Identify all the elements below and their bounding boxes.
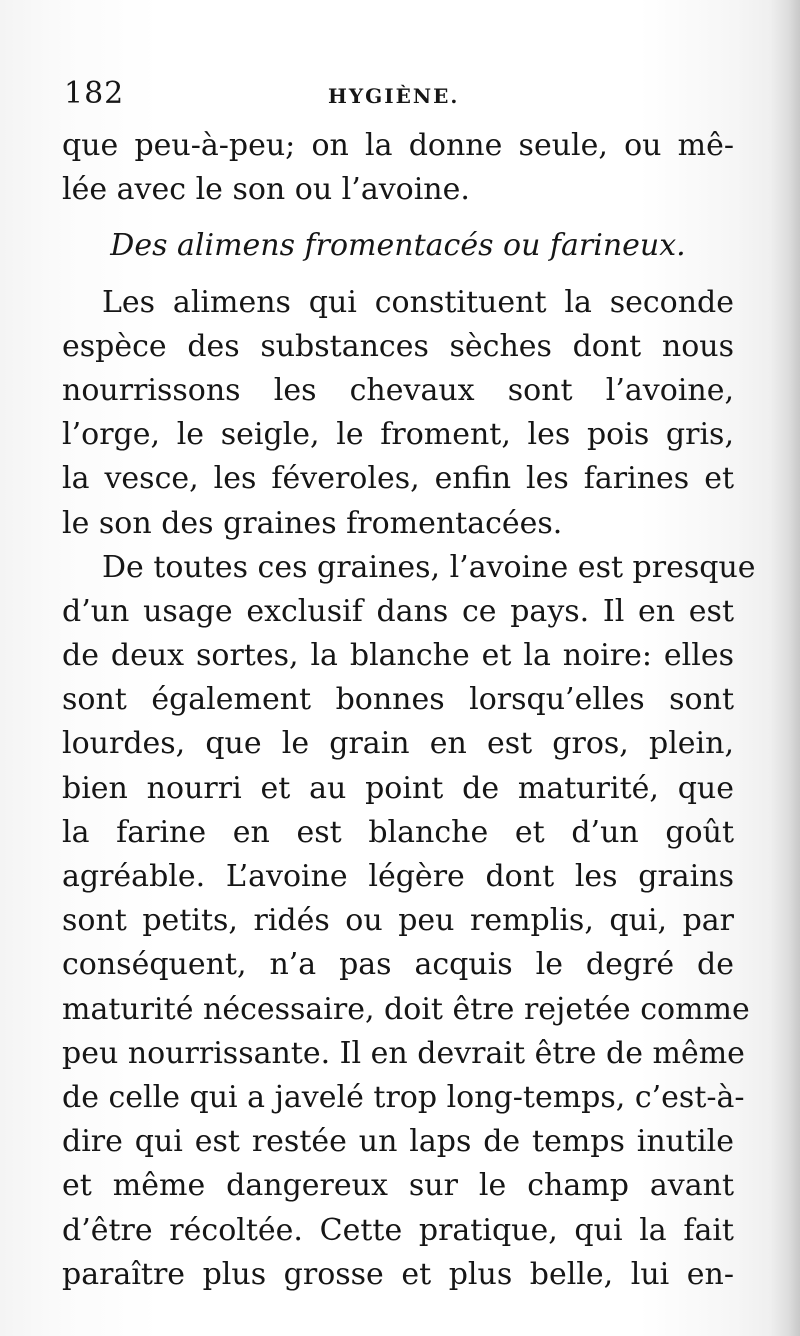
page-header [64, 70, 664, 118]
text-line: lourdes, que le grain en est gros, plein, [62, 726, 734, 762]
body-text [62, 124, 756, 1297]
text-line: bien nourri et au point de maturité, que [62, 770, 734, 806]
text-line: lée avec le son ou l’avoine. [62, 172, 470, 208]
text-line: De toutes ces graines, l’avoine est presque [102, 549, 756, 585]
text-line: nourrissons les chevaux sont l’avoine, [62, 372, 734, 408]
text-line: de celle qui a javelé trop long-temps, c’est-à- [62, 1079, 745, 1115]
section-heading: Des alimens fromentacés ou farineux. [110, 228, 686, 264]
text-line: que peu-à-peu; on la donne seule, ou mê- [62, 128, 734, 163]
text-line: paraître plus grosse et plus belle, lui en- [62, 1256, 734, 1292]
text-line: le son des graines fromentacées. [62, 505, 563, 541]
text-line: la vesce, les féveroles, enfin les farines et [62, 461, 734, 497]
text-line: sont également bonnes lorsqu’elles sont [62, 682, 734, 718]
text-line: dire qui est restée un laps de temps inutile [62, 1124, 734, 1160]
text-line: d’un usage exclusif dans ce pays. Il en est [62, 593, 734, 629]
text-line: l’orge, le seigle, le froment, les pois gris, [62, 417, 734, 453]
text-line: espèce des substances sèches dont nous [62, 328, 734, 364]
text-line: maturité nécessaire, doit être rejetée comme [62, 991, 750, 1027]
text-line: d’être récoltée. Cette pratique, qui la fait [62, 1212, 734, 1248]
text-line: de deux sortes, la blanche et la noire: elles [62, 638, 734, 674]
page-number: 182 [64, 76, 125, 111]
text-line: sont petits, ridés ou peu remplis, qui, par [62, 903, 734, 939]
text-line: peu nourrissante. Il en devrait être de même [62, 1035, 745, 1071]
page-edge-shadow [770, 0, 800, 1336]
text-line: conséquent, n’a pas acquis le degré de [62, 947, 734, 983]
text-line: la farine en est blanche et d’un goût [62, 814, 734, 850]
text-line: Les alimens qui constituent la seconde [102, 284, 734, 320]
running-head: HYGIÈNE. [328, 84, 460, 108]
spacer [62, 212, 734, 224]
spacer [62, 269, 734, 281]
text-line: agréable. L’avoine légère dont les grains [62, 859, 734, 894]
text-line: et même dangereux sur le champ avant [62, 1168, 734, 1204]
